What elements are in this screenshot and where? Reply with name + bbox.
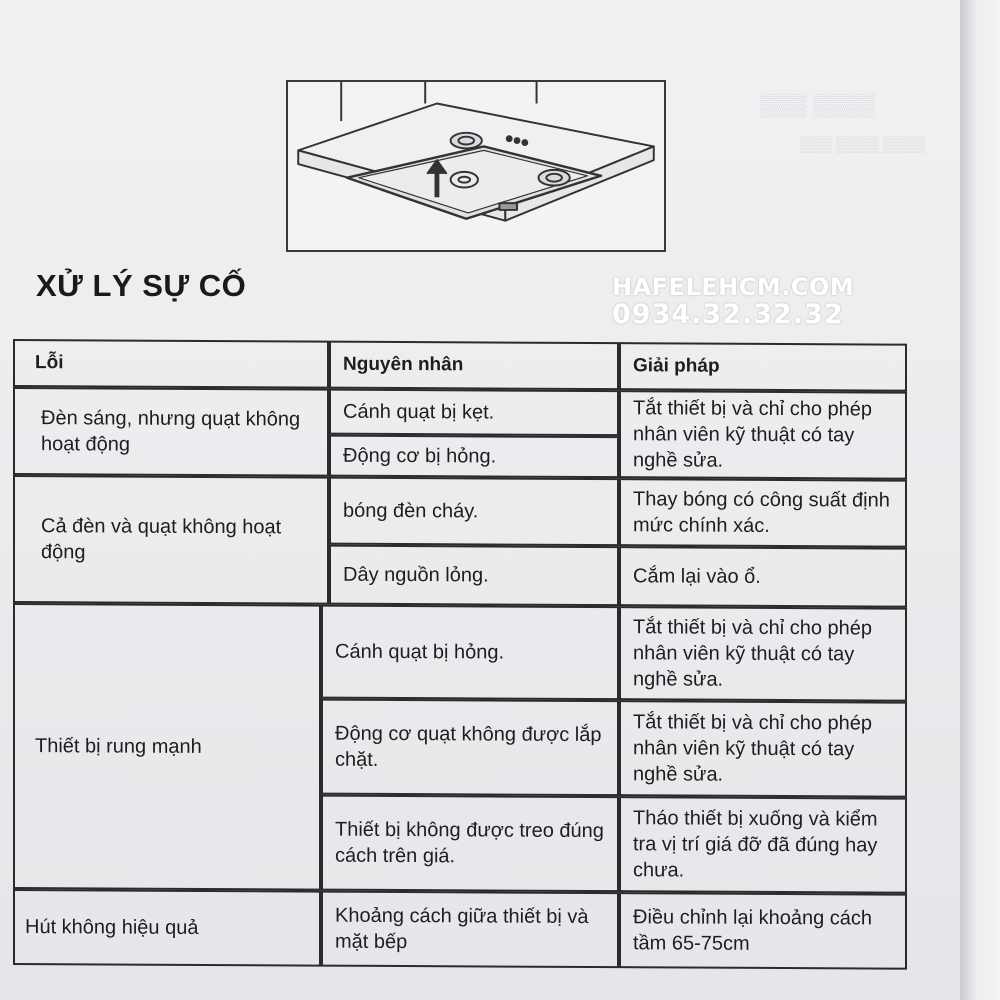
cause-cell: bóng đèn cháy. bbox=[329, 477, 619, 547]
cause-cell: Động cơ quạt không được lắp chặt. bbox=[321, 699, 619, 797]
error-cell: Hút không hiệu quả bbox=[13, 889, 321, 967]
solution-cell: Điều chỉnh lại khoảng cách tầm 65-75cm bbox=[619, 892, 907, 970]
range-hood-illustration bbox=[286, 80, 666, 252]
range-hood-drawing bbox=[288, 82, 664, 250]
cause-cell: Động cơ bị hỏng. bbox=[329, 435, 619, 479]
cause-cell: Dây nguồn lỏng. bbox=[329, 545, 619, 607]
header-error: Lỗi bbox=[13, 339, 329, 389]
solution-cell: Thay bóng có công suất định mức chính xác. bbox=[619, 478, 907, 548]
solution-cell: Cắm lại vào ổ. bbox=[619, 546, 907, 608]
header-cause: Nguyên nhân bbox=[329, 341, 619, 391]
solution-cell: Tắt thiết bị và chỉ cho phép nhân viên kỹ thuật có tay nghề sửa. bbox=[619, 390, 907, 480]
cause-cell: Cánh quạt bị hỏng. bbox=[321, 605, 619, 701]
watermark-phone: 0934.32.32.32 bbox=[612, 299, 844, 330]
solution-cell: Tháo thiết bị xuống và kiểm tra vị trí giá đỡ đã đúng hay chưa. bbox=[619, 796, 907, 894]
troubleshooting-table bbox=[14, 340, 908, 971]
solution-cell: Tắt thiết bị và chỉ cho phép nhân viên kỹ thuật có tay nghề sửa. bbox=[619, 700, 907, 798]
watermark bbox=[612, 273, 854, 329]
error-cell: Thiết bị rung mạnh bbox=[13, 603, 321, 891]
solution-cell: Tắt thiết bị và chỉ cho phép nhân viên kỹ thuật có tay nghề sửa. bbox=[619, 606, 907, 702]
cause-cell: Cánh quạt bị kẹt. bbox=[329, 389, 619, 437]
cause-cell: Khoảng cách giữa thiết bị và mặt bếp bbox=[321, 891, 619, 969]
page-binding-edge bbox=[960, 0, 1000, 1000]
bleed-through-text: ▒▒▒ ▒▒▒▒ bbox=[760, 92, 876, 117]
header-solution: Giải pháp bbox=[619, 342, 907, 392]
section-heading: XỬ LÝ SỰ CỐ bbox=[36, 268, 247, 303]
cause-cell: Thiết bị không được treo đúng cách trên giá. bbox=[321, 795, 619, 893]
error-cell: Cả đèn và quạt không hoạt động bbox=[13, 475, 329, 605]
bleed-through-text: ▒▒▒ ▒▒▒▒ ▒▒▒▒ bbox=[800, 136, 926, 153]
watermark-site: HAFELEHCM.COM bbox=[612, 273, 855, 301]
error-cell: Đèn sáng, nhưng quạt không hoạt động bbox=[13, 387, 329, 477]
